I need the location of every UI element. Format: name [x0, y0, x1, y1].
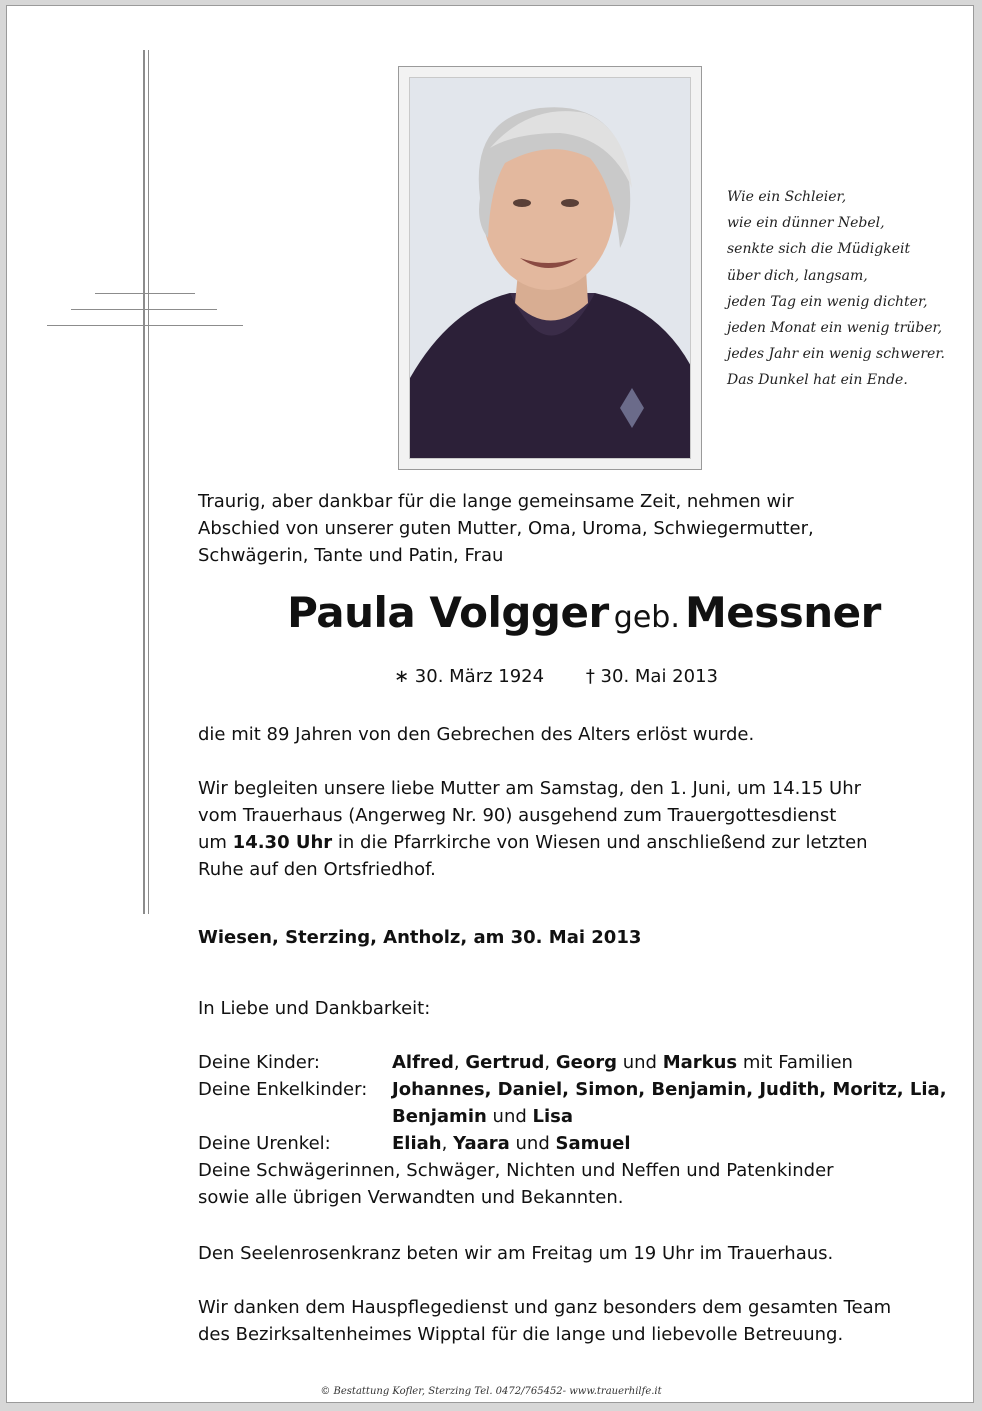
thanks-text: [198, 1294, 891, 1348]
ceremony-line: Wir begleiten unsere liebe Mutter am Samstag, den 1. Juni, um 14.15 Uhr: [198, 778, 862, 799]
family-names: [392, 1103, 573, 1130]
family-others: Deine Schwägerinnen, Schwäger, Nichten und Neffen und Patenkinder: [198, 1160, 834, 1181]
ceremony-text: [198, 775, 868, 883]
family-name: Alfred: [392, 1052, 454, 1073]
life-dates: [394, 666, 754, 687]
family-names: Alfred, Gertrud, Georg und Markus mit Familien: [392, 1052, 853, 1073]
family-name: Gertrud: [465, 1052, 545, 1073]
portrait-photo: [409, 77, 691, 459]
family-name: Samuel: [555, 1133, 631, 1154]
deceased-name: [7, 588, 975, 637]
poem-line: senkte sich die Müdigkeit: [727, 241, 911, 258]
family-label-empty: [198, 1103, 392, 1130]
ceremony-line: [198, 829, 868, 856]
poem-line: Das Dunkel hat ein Ende.: [727, 372, 908, 389]
intro-line: Schwägerin, Tante und Patin, Frau: [198, 545, 504, 566]
ceremony-text-part: um: [198, 832, 233, 853]
family-name: Markus: [662, 1052, 738, 1073]
family-row-urenkel: [198, 1130, 947, 1157]
age-line: die mit 89 Jahren von den Gebrechen des Alters erlöst wurde.: [198, 724, 755, 745]
portrait-frame: [398, 66, 702, 470]
intro-line: Traurig, aber dankbar für die lange gemeinsame Zeit, nehmen wir: [198, 491, 794, 512]
intro-line: Abschied von unserer guten Mutter, Oma, Uroma, Schwiegermutter,: [198, 518, 814, 539]
place-date: Wiesen, Sterzing, Antholz, am 30. Mai 2013: [198, 927, 642, 948]
poem-line: jedes Jahr ein wenig schwerer.: [727, 346, 945, 363]
family-name: Georg: [555, 1052, 617, 1073]
family-names: [392, 1076, 947, 1103]
family-others: sowie alle übrigen Verwandten und Bekannten.: [198, 1187, 624, 1208]
poem: [727, 184, 967, 394]
ceremony-line: Ruhe auf den Ortsfriedhof.: [198, 859, 436, 880]
family-row-kinder: [198, 1049, 947, 1076]
ceremony-line: vom Trauerhaus (Angerweg Nr. 90) ausgehend zum Trauergottesdienst: [198, 805, 837, 826]
thanks-line: Wir danken dem Hauspflegedienst und ganz besonders dem gesamten Team: [198, 1297, 892, 1318]
ceremony-text-part: in die Pfarrkirche von Wiesen und anschließend zur letzten: [332, 832, 868, 853]
family-row-enkel-cont: [198, 1103, 947, 1130]
love-line: In Liebe und Dankbarkeit:: [198, 998, 431, 1019]
footer-credit: © Bestattung Kofler, Sterzing Tel. 0472/765452- www.trauerhilfe.it: [320, 1386, 662, 1397]
family-name: Benjamin: [392, 1106, 487, 1127]
family-label: Deine Kinder:: [198, 1052, 321, 1073]
family-name: Yaara: [453, 1133, 510, 1154]
family-name: Johannes, Daniel, Simon, Benjamin, Judith, Moritz, Lia,: [392, 1079, 947, 1100]
deceased-maiden-name: Messner: [684, 588, 881, 637]
rosary-line: Den Seelenrosenkranz beten wir am Freitag um 19 Uhr im Trauerhaus.: [198, 1243, 834, 1264]
poem-line: jeden Monat ein wenig trüber,: [727, 320, 943, 337]
poem-line: über dich, langsam,: [727, 267, 868, 284]
deceased-first-name: Paula Volgger: [287, 588, 609, 637]
family-names: Eliah, Yaara und Samuel: [392, 1133, 631, 1154]
family-suffix: mit Familien: [742, 1052, 853, 1073]
geb-label: geb.: [613, 600, 680, 635]
conjunction: und: [622, 1052, 657, 1073]
family-label: Deine Enkelkinder:: [198, 1079, 368, 1100]
conjunction: und: [515, 1133, 550, 1154]
intro-text: [198, 488, 814, 569]
poem-line: Wie ein Schleier,: [727, 189, 847, 205]
family-name: Lisa: [532, 1106, 574, 1127]
obituary-page: [6, 5, 974, 1403]
conjunction: und: [492, 1106, 527, 1127]
family-row-enkel: [198, 1076, 947, 1103]
family-list: [198, 1049, 947, 1211]
thanks-line: des Bezirksaltenheimes Wipptal für die lange und liebevolle Betreuung.: [198, 1324, 844, 1345]
ceremony-time: 14.30 Uhr: [232, 832, 333, 853]
poem-line: jeden Tag ein wenig dichter,: [727, 293, 928, 310]
birth-date: ∗ 30. März 1924: [394, 666, 545, 687]
family-label: Deine Urenkel:: [198, 1133, 331, 1154]
death-date: † 30. Mai 2013: [585, 666, 718, 687]
poem-line: wie ein dünner Nebel,: [727, 215, 885, 232]
family-name: Eliah: [392, 1133, 442, 1154]
